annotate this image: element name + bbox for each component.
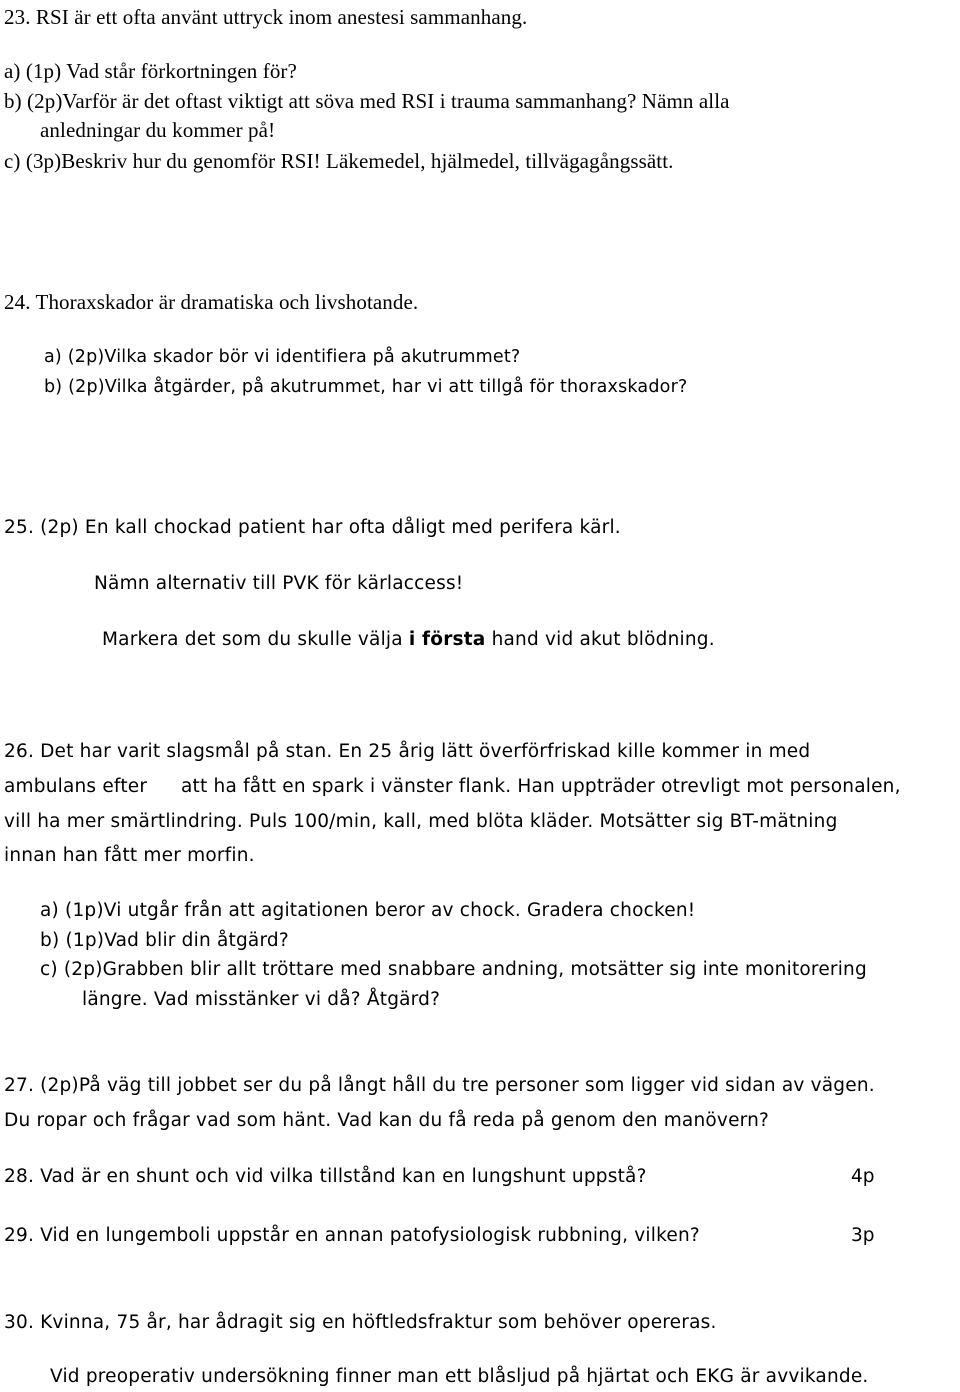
q27-line1: 27. (2p)På väg till jobbet ser du på långt håll du tre personer som ligger vid sidan av vägen. (4, 1075, 875, 1096)
q25-line3-emphasis: i första (408, 629, 486, 650)
q25-line2: Nämn alternativ till PVK för kärlaccess! (94, 573, 464, 594)
q26-line2a: ambulans efter (4, 776, 148, 797)
q26-line3: vill ha mer smärtlindring. Puls 100/min, kall, med blöta kläder. Motsätter sig BT-mätning (4, 811, 838, 832)
q28-points: 4p (851, 1166, 875, 1187)
q24-a: a) (2p)Vilka skador bör vi identifiera på akutrummet? (44, 347, 521, 367)
q23-c: c) (3p)Beskriv hur du genomför RSI! Läkemedel, hjälmedel, tillvägagångssätt. (4, 149, 674, 173)
q30-line1: 30. Kvinna, 75 år, har ådragit sig en höftledsfraktur som behöver opereras. (4, 1312, 717, 1333)
q29-text: 29. Vid en lungemboli uppstår en annan patofysiologisk rubbning, vilken? (4, 1225, 700, 1246)
q27-line2: Du ropar och frågar vad som hänt. Vad kan du få reda på genom den manövern? (4, 1110, 770, 1131)
q25-title: 25. (2p) En kall chockad patient har ofta dåligt med perifera kärl. (4, 517, 621, 538)
q23-title: 23. RSI är ett ofta använt uttryck inom anestesi sammanhang. (4, 5, 528, 29)
q29-points: 3p (851, 1225, 875, 1246)
q25-line3-post: hand vid akut blödning. (485, 629, 715, 650)
q26-c-line2: längre. Vad misstänker vi då? Åtgärd? (82, 989, 441, 1010)
q24-title: 24. Thoraxskador är dramatiska och livshotande. (4, 290, 419, 314)
q28-text: 28. Vad är en shunt och vid vilka tillstånd kan en lungshunt uppstå? (4, 1166, 647, 1187)
q30-line2: Vid preoperativ undersökning finner man ett blåsljud på hjärtat och EKG är avvikande. (50, 1366, 869, 1387)
q24-b: b) (2p)Vilka åtgärder, på akutrummet, har vi att tillgå för thoraxskador? (44, 377, 688, 397)
q26-b: b) (1p)Vad blir din åtgärd? (40, 930, 289, 951)
q25-line3-pre: Markera det som du skulle välja (102, 629, 409, 650)
q26-line2b: att ha fått en spark i vänster flank. Han uppträder otrevligt mot personalen, (181, 776, 901, 797)
q23-b-line2: anledningar du kommer på! (40, 118, 276, 142)
q25-line3 (102, 627, 715, 653)
q23-b-line1: b) (2p)Varför är det oftast viktigt att söva med RSI i trauma sammanhang? Nämn alla (4, 89, 730, 113)
q26-line1: 26. Det har varit slagsmål på stan. En 25 årig lätt överförfriskad kille kommer in med (4, 741, 811, 762)
q26-a: a) (1p)Vi utgår från att agitationen beror av chock. Gradera chocken! (40, 900, 696, 921)
q26-line4: innan han fått mer morfin. (4, 845, 255, 866)
q23-a: a) (1p) Vad står förkortningen för? (4, 59, 297, 83)
q26-c-line1: c) (2p)Grabben blir allt tröttare med snabbare andning, motsätter sig inte monitorering (40, 959, 867, 980)
